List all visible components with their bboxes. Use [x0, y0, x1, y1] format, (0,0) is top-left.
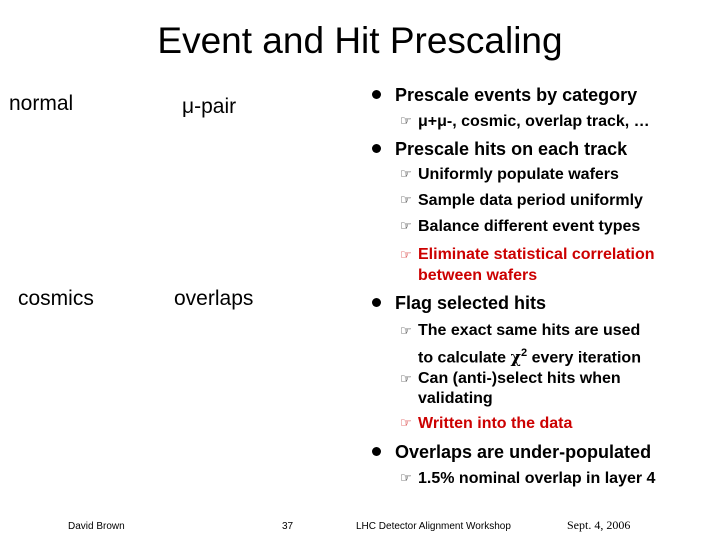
- sub-bullet: ☞ μ+μ-, cosmic, overlap track, …: [400, 113, 650, 130]
- sub-bullet: ☞ Sample data period uniformly: [400, 192, 643, 209]
- sub-bullet: ☞ Uniformly populate wafers: [400, 166, 619, 183]
- bullet-prescale-hits: Prescale hits on each track: [372, 139, 627, 160]
- sub-bullet: ☞ The exact same hits are used to calculate $\chi^2$ every iteration: [400, 322, 641, 367]
- category-overlaps: overlaps: [174, 287, 254, 310]
- pointing-hand-icon: ☞: [400, 247, 412, 262]
- category-mu-pair: μ-pair: [182, 95, 237, 118]
- pointing-hand-icon: ☞: [400, 218, 412, 233]
- pointing-hand-icon: ☞: [400, 166, 412, 181]
- filled-circle-icon: [372, 447, 381, 456]
- pointing-hand-icon: ☞: [400, 371, 412, 386]
- footer-page-number: 37: [282, 521, 294, 532]
- sub-bullet: ☞ Balance different event types: [400, 218, 641, 235]
- category-cosmics: cosmics: [18, 287, 94, 310]
- sub-bullet: ☞ 1.5% nominal overlap in layer 4: [400, 470, 656, 487]
- filled-circle-icon: [372, 90, 381, 99]
- filled-circle-icon: [372, 298, 381, 307]
- pointing-hand-icon: ☞: [400, 113, 412, 128]
- bullet-flag-selected-hits: Flag selected hits: [372, 293, 546, 314]
- footer-event: LHC Detector Alignment Workshop: [356, 521, 511, 532]
- pointing-hand-icon: ☞: [400, 192, 412, 207]
- filled-circle-icon: [372, 144, 381, 153]
- sub-bullet-red: ☞ Written into the data: [400, 415, 573, 432]
- category-normal: normal: [9, 92, 74, 115]
- pointing-hand-icon: ☞: [400, 323, 412, 338]
- sub-bullet: ☞ Can (anti-)select hits when validating: [400, 370, 621, 407]
- bullet-prescale-events: Prescale events by category: [372, 85, 637, 106]
- pointing-hand-icon: ☞: [400, 470, 412, 485]
- bullet-overlaps-under-populated: Overlaps are under-populated: [372, 442, 651, 463]
- pointing-hand-icon: ☞: [400, 415, 412, 430]
- slide-title: Event and Hit Prescaling: [157, 20, 563, 61]
- footer-date: Sept. 4, 2006: [567, 518, 631, 532]
- sub-bullet-red: ☞ Eliminate statistical correlation between wafers: [400, 246, 655, 284]
- footer-author: David Brown: [68, 521, 125, 532]
